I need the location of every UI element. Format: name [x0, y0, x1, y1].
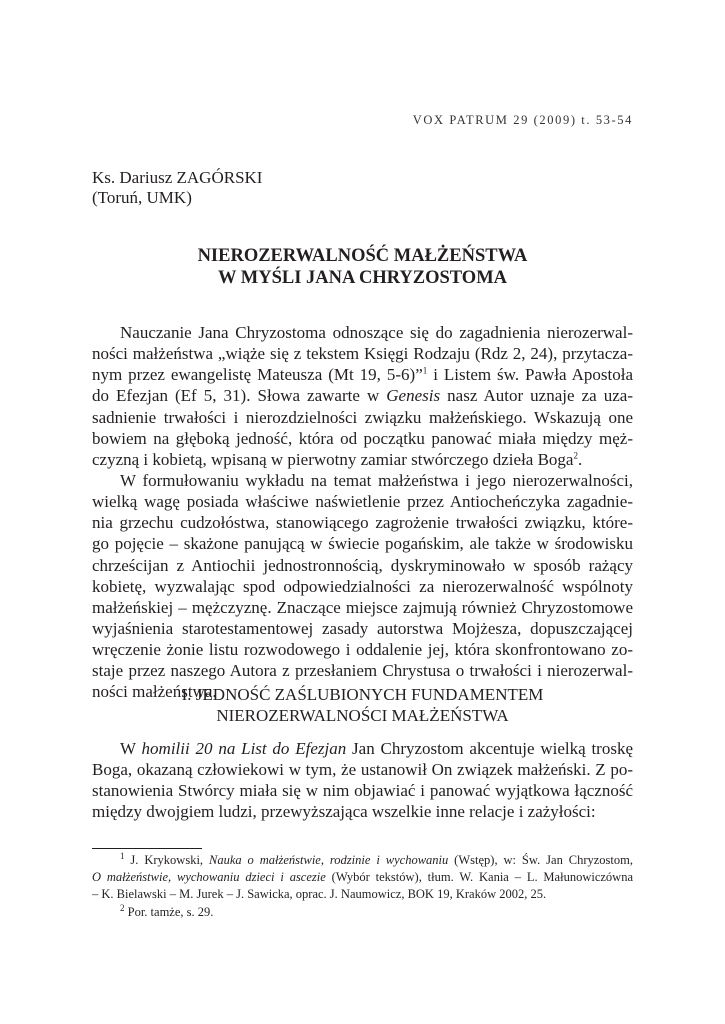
text-line: chrześcijan z Antiochii jednostronnością, dyskryminowało w sposób rażący — [92, 555, 633, 575]
text-line: czyzną i kobietą, wpisaną w pierwotny zamiar stwórczego dzieła Boga$^2$. — [92, 449, 583, 469]
text-line: wręczenie żonie listu rozwodowego i oddalenie jej, która skonfrontowano zo- — [92, 640, 633, 660]
footnote-ref[interactable]: 1 — [422, 365, 428, 376]
footnote-line: $^2$ Por. tamże, s. 29. — [120, 902, 214, 919]
text-line: ności małżeństwa „wiąże się z tekstem Księgi Rodzaju (Rdz 2, 24), przytacza- — [92, 344, 633, 364]
footnote-line: $^1$ J. Krykowski, Nauka o małżeństwie, rodzinie i wychowaniu (Wstęp), w: Św. Jan Chryzostom, — [120, 850, 633, 867]
journal-header: VOX PATRUM 29 (2009) t. 53-54 — [412, 113, 633, 127]
title-line-1: NIEROZERWALNOŚĆ MAŁŻEŃSTWA — [197, 246, 528, 266]
text-line: Nauczanie Jana Chryzostoma odnoszące się do zagadnienia nierozerwal- — [120, 323, 633, 342]
text-line: nym przez ewangelistę Mateusza (Mt 19, 5-6)”$^1$ i Listem św. Pawła Apostoła — [92, 365, 633, 385]
author-name: Ks. Dariusz ZAGÓRSKI — [92, 168, 263, 187]
text-line: stanowienia Stwórcy miała się w nim objawiać i panować wyjątkowa łączność — [92, 781, 633, 801]
footnote-line: – K. Bielawski – M. Jurek – J. Sawicka, oprac. J. Naumowicz, BOK 19, Kraków 2002, 25. — [92, 887, 547, 901]
section-line-1: I. JEDNOŚĆ ZAŚLUBIONYCH FUNDAMENTEM — [181, 685, 544, 704]
section-heading — [92, 684, 633, 726]
article-title — [92, 245, 633, 289]
text-line: ności małżeństwa. — [92, 682, 217, 702]
text-line: do Efezjan (Ef 5, 31). Słowa zawarte w Genesis nasz Autor uznaje za uza- — [92, 386, 633, 406]
text-line: staje przez naszego Autora z przesłaniem Chrystusa o trwałości i nierozerwal- — [92, 661, 633, 681]
section-line-2: NIEROZERWALNOŚCI MAŁŻEŃSTWA — [216, 706, 509, 725]
text-line: Boga, okazaną człowiekowi w tym, że ustanowił On związek małżeński. Z po- — [92, 760, 633, 780]
text-line: między dwojgiem ludzi, przewyższająca wszelkie inne relacje i zażyłości: — [92, 802, 596, 822]
paragraph-2 — [92, 470, 633, 703]
footnote-1 — [92, 852, 633, 903]
paragraph-1 — [92, 322, 633, 470]
text-line: małżeńskiej – mężczyznę. Znaczące miejsce zajmują również Chryzostomowe — [92, 597, 633, 617]
footnote-divider — [92, 848, 202, 849]
text-line: wyjaśnienia starotestamentowej zasady autorstwa Mojżesza, dopuszczającej — [92, 618, 633, 638]
footnote-ref[interactable]: 2 — [573, 450, 578, 461]
footnote-line: O małżeństwie, wychowaniu dzieci i ascezie (Wybór tekstów), tłum. W. Kania – L. Małunowiczówna — [92, 870, 633, 884]
text-line: kobietę, wyzwalając spod odpowiedzialności za nierozerwalność wspólnoty — [92, 576, 633, 596]
text-line: W formułowaniu wykładu na temat małżeństwa i jego nierozerwalności, — [120, 471, 633, 490]
author-affiliation: (Toruń, UMK) — [92, 188, 192, 207]
footnote-2 — [92, 904, 633, 921]
paragraph-3 — [92, 738, 633, 823]
text-line: sadnienie trwałości i nierozdzielności związku małżeńskiego. Wskazują one — [92, 407, 633, 427]
text-line: bowiem na głęboką jedność, która od początku panować miała między męż- — [92, 428, 633, 448]
text-line: wielką wagę posiada właściwe naświetlenie przez Antiocheńczyka zagadnie- — [92, 492, 633, 512]
author-block — [92, 168, 262, 208]
title-line-2: W MYŚLI JANA CHRYZOSTOMA — [217, 268, 508, 288]
text-line: go pojęcie – skażone panującą w świecie pogańskim, ale także w środowisku — [92, 534, 633, 554]
text-line: nia grzechu cudzołóstwa, stanowiącego zagrożenie trwałości związku, które- — [92, 513, 633, 533]
text-line: W homilii 20 na List do Efezjan Jan Chryzostom akcentuje wielką troskę — [120, 739, 633, 758]
